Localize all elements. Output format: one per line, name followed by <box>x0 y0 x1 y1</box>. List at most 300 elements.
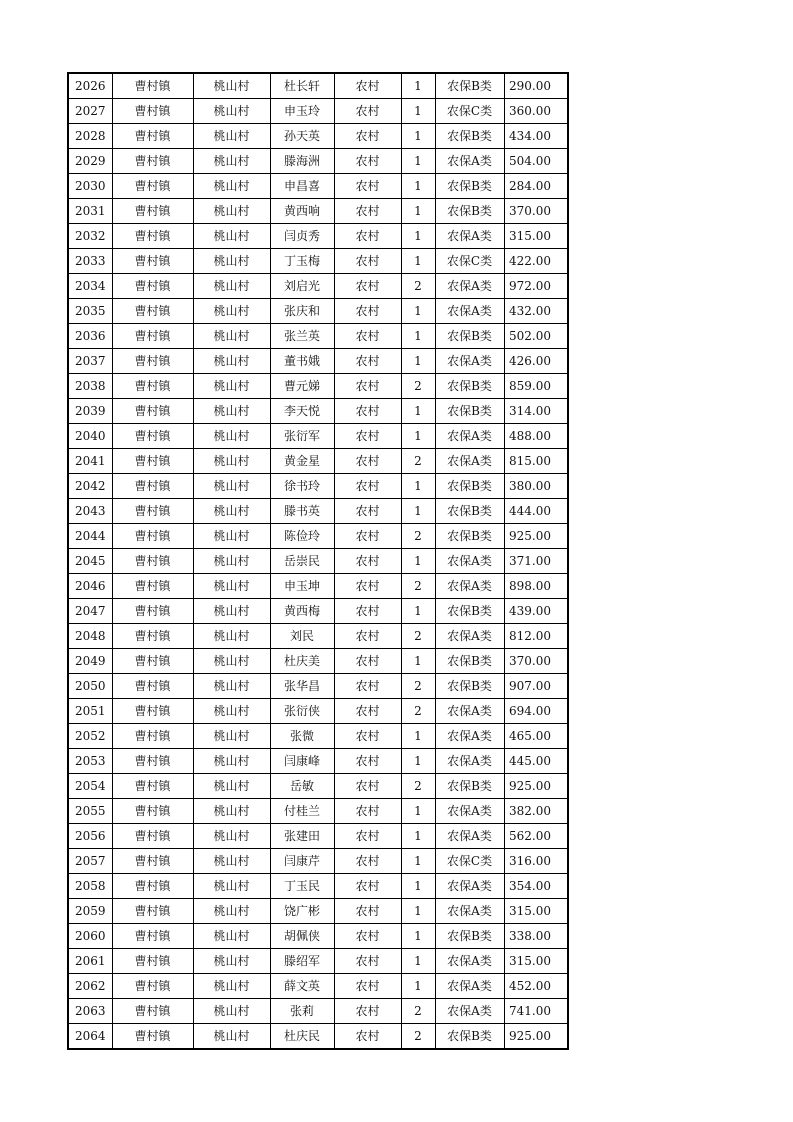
category-cell: 农保A类 <box>435 749 504 774</box>
name-cell: 饶广彬 <box>270 899 334 924</box>
village-cell: 桃山村 <box>193 249 270 274</box>
amount-cell: 445.00 <box>504 749 568 774</box>
type-cell: 农村 <box>334 324 401 349</box>
category-cell: 农保A类 <box>435 799 504 824</box>
amount-cell: 488.00 <box>504 424 568 449</box>
amount-cell: 504.00 <box>504 149 568 174</box>
table-row <box>68 999 568 1024</box>
table-row <box>68 724 568 749</box>
category-cell: 农保B类 <box>435 599 504 624</box>
table-row <box>68 674 568 699</box>
row-id-cell: 2031 <box>68 199 112 224</box>
amount-cell: 925.00 <box>504 1024 568 1050</box>
amount-cell: 812.00 <box>504 624 568 649</box>
amount-cell: 426.00 <box>504 349 568 374</box>
type-cell: 农村 <box>334 299 401 324</box>
category-cell: 农保A类 <box>435 274 504 299</box>
town-cell: 曹村镇 <box>112 574 193 599</box>
table-row <box>68 249 568 274</box>
count-cell: 1 <box>401 924 435 949</box>
table-row <box>68 599 568 624</box>
row-id-cell: 2033 <box>68 249 112 274</box>
amount-cell: 898.00 <box>504 574 568 599</box>
name-cell: 张庆和 <box>270 299 334 324</box>
amount-cell: 315.00 <box>504 899 568 924</box>
row-id-cell: 2042 <box>68 474 112 499</box>
amount-cell: 444.00 <box>504 499 568 524</box>
town-cell: 曹村镇 <box>112 299 193 324</box>
town-cell: 曹村镇 <box>112 99 193 124</box>
count-cell: 1 <box>401 749 435 774</box>
type-cell: 农村 <box>334 574 401 599</box>
village-cell: 桃山村 <box>193 799 270 824</box>
category-cell: 农保A类 <box>435 999 504 1024</box>
town-cell: 曹村镇 <box>112 799 193 824</box>
amount-cell: 315.00 <box>504 949 568 974</box>
category-cell: 农保A类 <box>435 424 504 449</box>
row-id-cell: 2059 <box>68 899 112 924</box>
amount-cell: 290.00 <box>504 73 568 99</box>
town-cell: 曹村镇 <box>112 199 193 224</box>
category-cell: 农保A类 <box>435 299 504 324</box>
village-cell: 桃山村 <box>193 949 270 974</box>
village-cell: 桃山村 <box>193 149 270 174</box>
town-cell: 曹村镇 <box>112 124 193 149</box>
type-cell: 农村 <box>334 674 401 699</box>
row-id-cell: 2029 <box>68 149 112 174</box>
town-cell: 曹村镇 <box>112 499 193 524</box>
type-cell: 农村 <box>334 149 401 174</box>
type-cell: 农村 <box>334 649 401 674</box>
table-row <box>68 749 568 774</box>
name-cell: 闫康峰 <box>270 749 334 774</box>
village-cell: 桃山村 <box>193 724 270 749</box>
table-row <box>68 374 568 399</box>
category-cell: 农保A类 <box>435 349 504 374</box>
village-cell: 桃山村 <box>193 324 270 349</box>
amount-cell: 925.00 <box>504 774 568 799</box>
type-cell: 农村 <box>334 1024 401 1050</box>
town-cell: 曹村镇 <box>112 449 193 474</box>
name-cell: 薛文英 <box>270 974 334 999</box>
amount-cell: 422.00 <box>504 249 568 274</box>
town-cell: 曹村镇 <box>112 324 193 349</box>
town-cell: 曹村镇 <box>112 999 193 1024</box>
row-id-cell: 2063 <box>68 999 112 1024</box>
row-id-cell: 2044 <box>68 524 112 549</box>
name-cell: 张兰英 <box>270 324 334 349</box>
name-cell: 张微 <box>270 724 334 749</box>
category-cell: 农保B类 <box>435 499 504 524</box>
count-cell: 1 <box>401 124 435 149</box>
row-id-cell: 2062 <box>68 974 112 999</box>
category-cell: 农保B类 <box>435 374 504 399</box>
table-row <box>68 549 568 574</box>
name-cell: 杜庆美 <box>270 649 334 674</box>
count-cell: 1 <box>401 299 435 324</box>
count-cell: 1 <box>401 349 435 374</box>
name-cell: 李天悦 <box>270 399 334 424</box>
town-cell: 曹村镇 <box>112 624 193 649</box>
category-cell: 农保B类 <box>435 649 504 674</box>
row-id-cell: 2039 <box>68 399 112 424</box>
count-cell: 1 <box>401 724 435 749</box>
table-row <box>68 474 568 499</box>
name-cell: 付桂兰 <box>270 799 334 824</box>
town-cell: 曹村镇 <box>112 724 193 749</box>
village-cell: 桃山村 <box>193 424 270 449</box>
name-cell: 孙天英 <box>270 124 334 149</box>
type-cell: 农村 <box>334 549 401 574</box>
amount-cell: 562.00 <box>504 824 568 849</box>
category-cell: 农保B类 <box>435 924 504 949</box>
town-cell: 曹村镇 <box>112 824 193 849</box>
amount-cell: 370.00 <box>504 649 568 674</box>
row-id-cell: 2053 <box>68 749 112 774</box>
amount-cell: 382.00 <box>504 799 568 824</box>
row-id-cell: 2030 <box>68 174 112 199</box>
name-cell: 申玉坤 <box>270 574 334 599</box>
amount-cell: 360.00 <box>504 99 568 124</box>
table-row <box>68 224 568 249</box>
name-cell: 董书娥 <box>270 349 334 374</box>
row-id-cell: 2045 <box>68 549 112 574</box>
town-cell: 曹村镇 <box>112 899 193 924</box>
type-cell: 农村 <box>334 374 401 399</box>
village-cell: 桃山村 <box>193 974 270 999</box>
town-cell: 曹村镇 <box>112 949 193 974</box>
type-cell: 农村 <box>334 799 401 824</box>
category-cell: 农保B类 <box>435 199 504 224</box>
type-cell: 农村 <box>334 224 401 249</box>
town-cell: 曹村镇 <box>112 174 193 199</box>
count-cell: 2 <box>401 524 435 549</box>
town-cell: 曹村镇 <box>112 849 193 874</box>
town-cell: 曹村镇 <box>112 474 193 499</box>
category-cell: 农保A类 <box>435 974 504 999</box>
town-cell: 曹村镇 <box>112 749 193 774</box>
village-cell: 桃山村 <box>193 749 270 774</box>
type-cell: 农村 <box>334 424 401 449</box>
amount-cell: 370.00 <box>504 199 568 224</box>
name-cell: 曹元娣 <box>270 374 334 399</box>
category-cell: 农保B类 <box>435 474 504 499</box>
amount-cell: 907.00 <box>504 674 568 699</box>
type-cell: 农村 <box>334 174 401 199</box>
category-cell: 农保A类 <box>435 149 504 174</box>
count-cell: 1 <box>401 549 435 574</box>
town-cell: 曹村镇 <box>112 649 193 674</box>
category-cell: 农保A类 <box>435 899 504 924</box>
category-cell: 农保B类 <box>435 73 504 99</box>
type-cell: 农村 <box>334 73 401 99</box>
category-cell: 农保C类 <box>435 249 504 274</box>
row-id-cell: 2037 <box>68 349 112 374</box>
amount-cell: 315.00 <box>504 224 568 249</box>
table-row <box>68 699 568 724</box>
table-row <box>68 449 568 474</box>
name-cell: 张莉 <box>270 999 334 1024</box>
town-cell: 曹村镇 <box>112 549 193 574</box>
amount-cell: 284.00 <box>504 174 568 199</box>
amount-cell: 502.00 <box>504 324 568 349</box>
table-row <box>68 774 568 799</box>
table-row <box>68 99 568 124</box>
table-row <box>68 324 568 349</box>
row-id-cell: 2035 <box>68 299 112 324</box>
town-cell: 曹村镇 <box>112 224 193 249</box>
type-cell: 农村 <box>334 499 401 524</box>
data-table <box>67 72 569 1050</box>
name-cell: 张衍侠 <box>270 699 334 724</box>
count-cell: 2 <box>401 274 435 299</box>
category-cell: 农保A类 <box>435 624 504 649</box>
village-cell: 桃山村 <box>193 924 270 949</box>
type-cell: 农村 <box>334 624 401 649</box>
row-id-cell: 2058 <box>68 874 112 899</box>
category-cell: 农保A类 <box>435 949 504 974</box>
count-cell: 2 <box>401 999 435 1024</box>
category-cell: 农保A类 <box>435 699 504 724</box>
village-cell: 桃山村 <box>193 73 270 99</box>
amount-cell: 434.00 <box>504 124 568 149</box>
town-cell: 曹村镇 <box>112 774 193 799</box>
row-id-cell: 2028 <box>68 124 112 149</box>
category-cell: 农保A类 <box>435 224 504 249</box>
name-cell: 胡佩侠 <box>270 924 334 949</box>
table-row <box>68 624 568 649</box>
table-row <box>68 899 568 924</box>
town-cell: 曹村镇 <box>112 149 193 174</box>
row-id-cell: 2050 <box>68 674 112 699</box>
amount-cell: 338.00 <box>504 924 568 949</box>
table-row <box>68 274 568 299</box>
village-cell: 桃山村 <box>193 874 270 899</box>
name-cell: 申昌喜 <box>270 174 334 199</box>
count-cell: 1 <box>401 249 435 274</box>
village-cell: 桃山村 <box>193 674 270 699</box>
row-id-cell: 2036 <box>68 324 112 349</box>
type-cell: 农村 <box>334 249 401 274</box>
count-cell: 1 <box>401 949 435 974</box>
type-cell: 农村 <box>334 699 401 724</box>
table-row <box>68 949 568 974</box>
table-row <box>68 1024 568 1050</box>
type-cell: 农村 <box>334 774 401 799</box>
count-cell: 1 <box>401 324 435 349</box>
town-cell: 曹村镇 <box>112 399 193 424</box>
category-cell: 农保B类 <box>435 674 504 699</box>
amount-cell: 815.00 <box>504 449 568 474</box>
count-cell: 1 <box>401 424 435 449</box>
count-cell: 2 <box>401 624 435 649</box>
category-cell: 农保B类 <box>435 174 504 199</box>
town-cell: 曹村镇 <box>112 374 193 399</box>
type-cell: 农村 <box>334 474 401 499</box>
type-cell: 农村 <box>334 274 401 299</box>
type-cell: 农村 <box>334 874 401 899</box>
row-id-cell: 2034 <box>68 274 112 299</box>
type-cell: 农村 <box>334 599 401 624</box>
name-cell: 岳敏 <box>270 774 334 799</box>
village-cell: 桃山村 <box>193 624 270 649</box>
category-cell: 农保B类 <box>435 399 504 424</box>
amount-cell: 972.00 <box>504 274 568 299</box>
row-id-cell: 2032 <box>68 224 112 249</box>
count-cell: 2 <box>401 774 435 799</box>
village-cell: 桃山村 <box>193 449 270 474</box>
row-id-cell: 2047 <box>68 599 112 624</box>
table-row <box>68 824 568 849</box>
amount-cell: 316.00 <box>504 849 568 874</box>
category-cell: 农保C类 <box>435 849 504 874</box>
category-cell: 农保C类 <box>435 99 504 124</box>
table-row <box>68 424 568 449</box>
count-cell: 1 <box>401 499 435 524</box>
row-id-cell: 2054 <box>68 774 112 799</box>
row-id-cell: 2040 <box>68 424 112 449</box>
village-cell: 桃山村 <box>193 299 270 324</box>
town-cell: 曹村镇 <box>112 874 193 899</box>
row-id-cell: 2026 <box>68 73 112 99</box>
row-id-cell: 2057 <box>68 849 112 874</box>
type-cell: 农村 <box>334 349 401 374</box>
count-cell: 2 <box>401 674 435 699</box>
amount-cell: 925.00 <box>504 524 568 549</box>
count-cell: 1 <box>401 149 435 174</box>
type-cell: 农村 <box>334 524 401 549</box>
count-cell: 1 <box>401 849 435 874</box>
table-row <box>68 974 568 999</box>
amount-cell: 371.00 <box>504 549 568 574</box>
type-cell: 农村 <box>334 449 401 474</box>
amount-cell: 465.00 <box>504 724 568 749</box>
row-id-cell: 2046 <box>68 574 112 599</box>
village-cell: 桃山村 <box>193 274 270 299</box>
type-cell: 农村 <box>334 924 401 949</box>
village-cell: 桃山村 <box>193 1024 270 1050</box>
category-cell: 农保B类 <box>435 524 504 549</box>
row-id-cell: 2043 <box>68 499 112 524</box>
town-cell: 曹村镇 <box>112 424 193 449</box>
town-cell: 曹村镇 <box>112 674 193 699</box>
amount-cell: 439.00 <box>504 599 568 624</box>
count-cell: 1 <box>401 649 435 674</box>
village-cell: 桃山村 <box>193 524 270 549</box>
name-cell: 陈俭玲 <box>270 524 334 549</box>
count-cell: 1 <box>401 199 435 224</box>
town-cell: 曹村镇 <box>112 599 193 624</box>
village-cell: 桃山村 <box>193 174 270 199</box>
type-cell: 农村 <box>334 199 401 224</box>
town-cell: 曹村镇 <box>112 274 193 299</box>
row-id-cell: 2056 <box>68 824 112 849</box>
count-cell: 1 <box>401 399 435 424</box>
count-cell: 2 <box>401 574 435 599</box>
table-row <box>68 174 568 199</box>
table-row <box>68 924 568 949</box>
count-cell: 2 <box>401 1024 435 1050</box>
type-cell: 农村 <box>334 124 401 149</box>
count-cell: 1 <box>401 799 435 824</box>
category-cell: 农保A类 <box>435 574 504 599</box>
name-cell: 张衍军 <box>270 424 334 449</box>
row-id-cell: 2051 <box>68 699 112 724</box>
type-cell: 农村 <box>334 849 401 874</box>
village-cell: 桃山村 <box>193 199 270 224</box>
town-cell: 曹村镇 <box>112 249 193 274</box>
row-id-cell: 2049 <box>68 649 112 674</box>
town-cell: 曹村镇 <box>112 524 193 549</box>
row-id-cell: 2048 <box>68 624 112 649</box>
name-cell: 闫康芹 <box>270 849 334 874</box>
village-cell: 桃山村 <box>193 824 270 849</box>
amount-cell: 432.00 <box>504 299 568 324</box>
name-cell: 杜长轩 <box>270 73 334 99</box>
name-cell: 闫贞秀 <box>270 224 334 249</box>
village-cell: 桃山村 <box>193 599 270 624</box>
town-cell: 曹村镇 <box>112 974 193 999</box>
row-id-cell: 2041 <box>68 449 112 474</box>
category-cell: 农保A类 <box>435 724 504 749</box>
row-id-cell: 2064 <box>68 1024 112 1050</box>
village-cell: 桃山村 <box>193 124 270 149</box>
type-cell: 农村 <box>334 99 401 124</box>
count-cell: 2 <box>401 374 435 399</box>
count-cell: 1 <box>401 874 435 899</box>
town-cell: 曹村镇 <box>112 1024 193 1050</box>
table-row <box>68 499 568 524</box>
town-cell: 曹村镇 <box>112 73 193 99</box>
category-cell: 农保B类 <box>435 774 504 799</box>
table-body <box>68 73 568 1049</box>
name-cell: 黄西梅 <box>270 599 334 624</box>
name-cell: 张华昌 <box>270 674 334 699</box>
name-cell: 张建田 <box>270 824 334 849</box>
category-cell: 农保A类 <box>435 874 504 899</box>
count-cell: 2 <box>401 449 435 474</box>
category-cell: 农保A类 <box>435 824 504 849</box>
table-row <box>68 299 568 324</box>
village-cell: 桃山村 <box>193 499 270 524</box>
type-cell: 农村 <box>334 749 401 774</box>
village-cell: 桃山村 <box>193 374 270 399</box>
type-cell: 农村 <box>334 999 401 1024</box>
amount-cell: 314.00 <box>504 399 568 424</box>
count-cell: 1 <box>401 599 435 624</box>
name-cell: 徐书玲 <box>270 474 334 499</box>
type-cell: 农村 <box>334 949 401 974</box>
name-cell: 滕书英 <box>270 499 334 524</box>
amount-cell: 354.00 <box>504 874 568 899</box>
village-cell: 桃山村 <box>193 649 270 674</box>
name-cell: 黄金星 <box>270 449 334 474</box>
category-cell: 农保A类 <box>435 549 504 574</box>
count-cell: 1 <box>401 474 435 499</box>
amount-cell: 452.00 <box>504 974 568 999</box>
type-cell: 农村 <box>334 899 401 924</box>
table-row <box>68 349 568 374</box>
count-cell: 1 <box>401 174 435 199</box>
village-cell: 桃山村 <box>193 899 270 924</box>
table-row <box>68 399 568 424</box>
table-row <box>68 574 568 599</box>
amount-cell: 859.00 <box>504 374 568 399</box>
row-id-cell: 2038 <box>68 374 112 399</box>
category-cell: 农保B类 <box>435 1024 504 1050</box>
table-row <box>68 874 568 899</box>
village-cell: 桃山村 <box>193 849 270 874</box>
